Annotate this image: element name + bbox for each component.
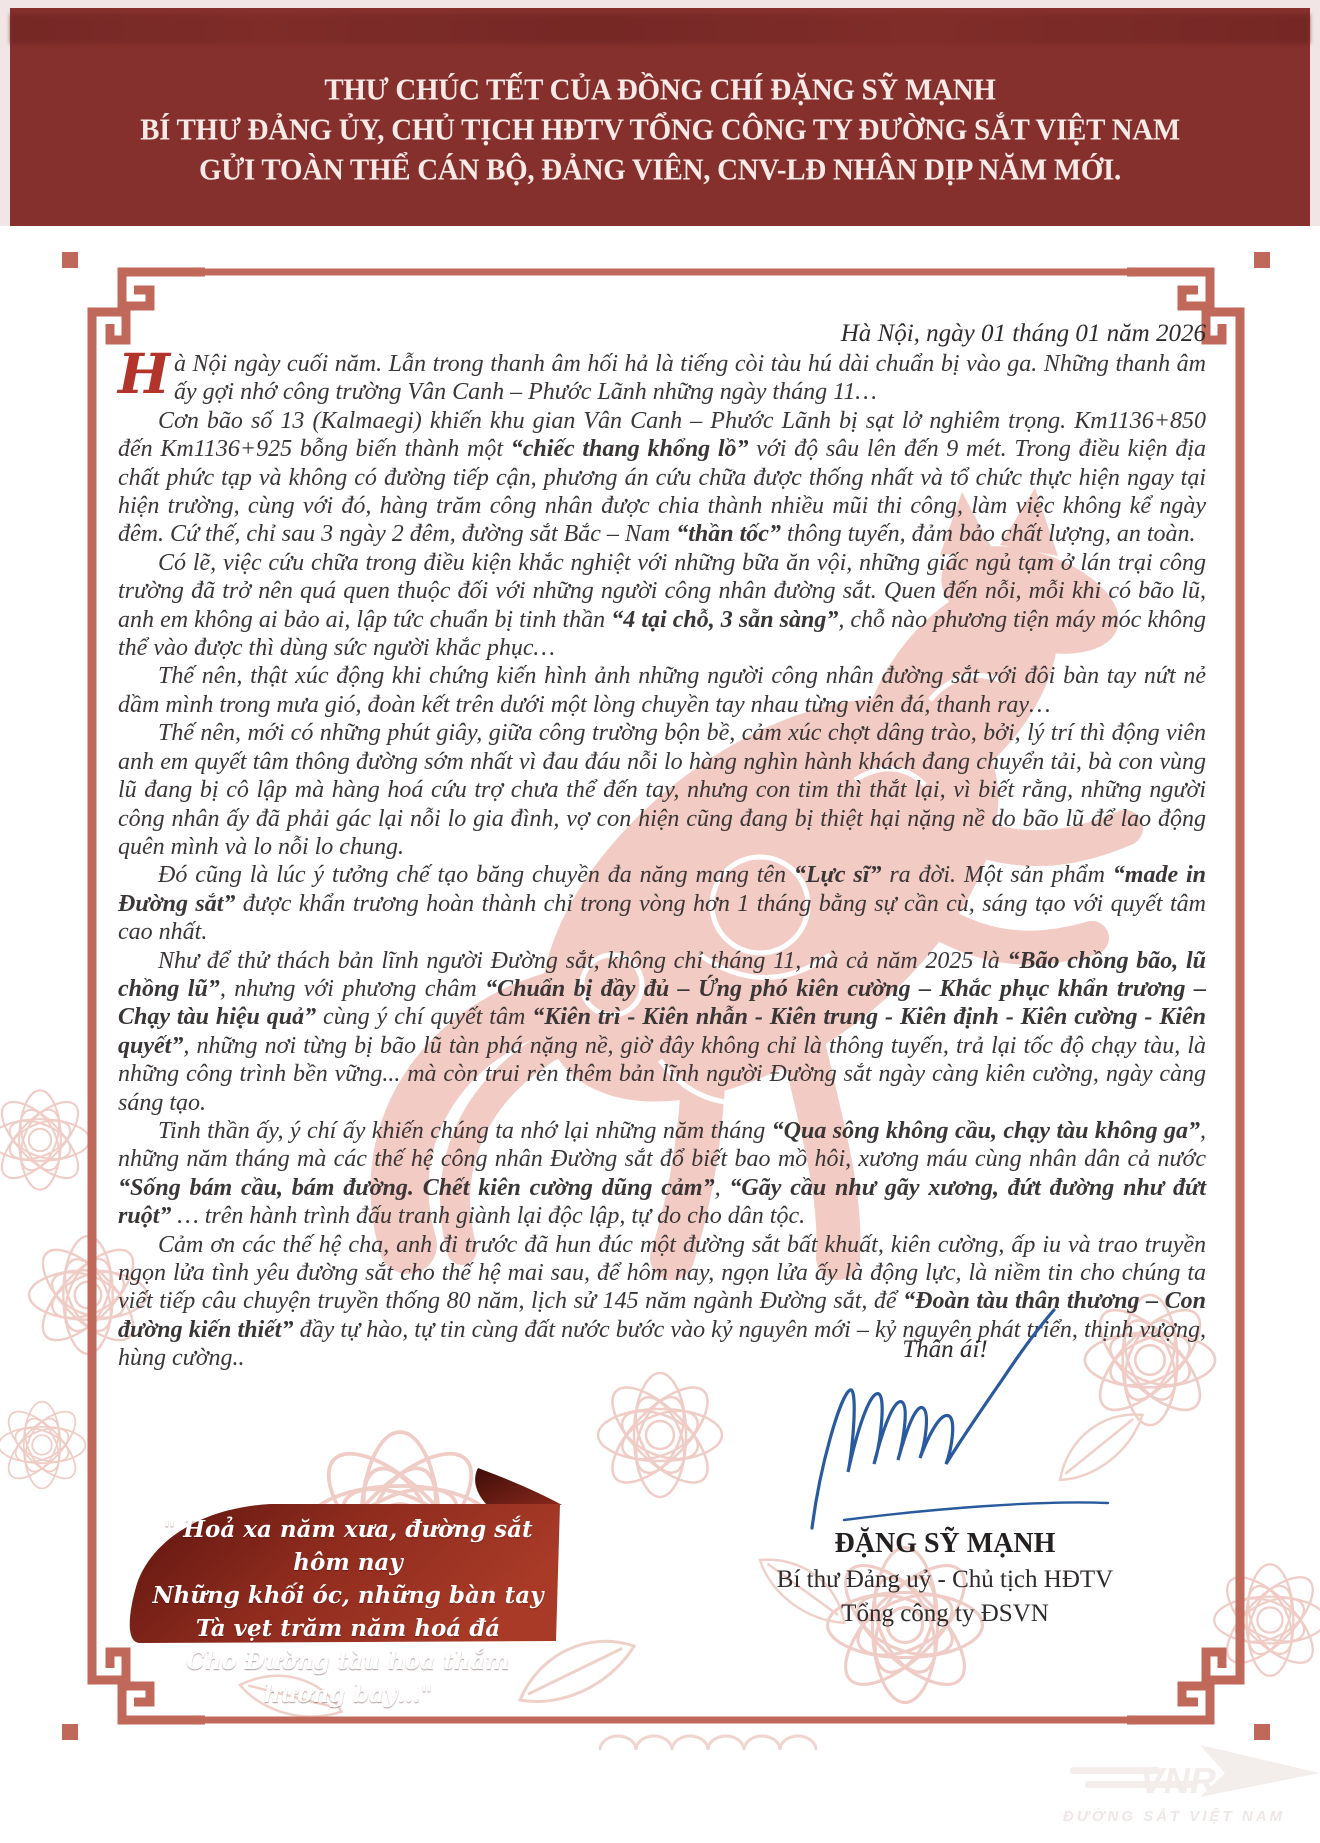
svg-text:VNR: VNR [1140, 1760, 1217, 1801]
letter-paragraph: Có lẽ, việc cứu chữa trong điều kiện khắc nghiệt với những bữa ăn vội, những giấc ngủ tạm ở lán trại công trường đã trở nên quá quen thuộc đối với những người công nhân đường sắt. Quen đến nỗi, mỗi khi có bão lũ, anh em không ai bảo ai, lập tức chuẩn bị tinh thần “4 tại chỗ, 3 sẵn sàng”, chỗ nào phương tiện máy móc không thể vào được thì dùng sức người khắc phục… [118, 549, 1206, 662]
date-line: Hà Nội, ngày 01 tháng 01 năm 2026 [840, 320, 1206, 347]
signature-underline [844, 1502, 1108, 1520]
letter-paragraph: Hà Nội ngày cuối năm. Lẫn trong thanh âm hối hả là tiếng còi tàu hú dài chuẩn bị vào ga. Những thanh âm ấy gợi nhớ công trường Vân Canh – Phước Lãnh những ngày tháng 11… [118, 341, 1206, 406]
dropcap-letter: H [118, 341, 170, 406]
svg-text:ĐƯỜNG SẮT VIỆT NAM: ĐƯỜNG SẮT VIỆT NAM [1063, 1808, 1286, 1825]
header-top-band [10, 14, 1310, 44]
header-title [10, 70, 1310, 190]
letter-paragraph: Như để thử thách bản lĩnh người Đường sắt, không chỉ tháng 11, mà cả năm 2025 là “Bão chồng bão, lũ chồng lũ”, nhưng với phương châm “Chuẩn bị đầy đủ – Ứng phó kiên cường – Khắc phục khẩn trương – Chạy tàu hiệu quả” cùng ý chí quyết tâm “Kiên trì - Kiên nhẫn - Kiên trung - Kiên định - Kiên cường - Kiên quyết”, những nơi từng bị bão lũ tàn phá nặng nề, giờ đây không chỉ là thông tuyến, trả lại tốc độ chạy tàu, là những công trình bền vững... mà còn trui rèn thêm bản lĩnh người Đường sắt ngày càng kiên cường, ngày càng sáng tạo. [118, 947, 1207, 1116]
signer-name: ĐẶNG SỸ MẠNH [834, 1528, 1056, 1559]
text-line: THƯ CHÚC TẾT CỦA ĐỒNG CHÍ ĐẶNG SỸ MẠNH [324, 73, 996, 107]
salute-text: Thân ái! [902, 1336, 988, 1363]
text-line: " Hoả xa năm xưa, đường sắt hôm nay [163, 1516, 533, 1576]
text-line: BÍ THƯ ĐẢNG ỦY, CHỦ TỊCH HĐTV TỔNG CÔNG TY ĐƯỜNG SẮT VIỆT NAM [140, 113, 1180, 147]
text-line: Cho Đường tàu hoa thắm hương bay…" [186, 1648, 510, 1708]
text-line: Những khối óc, những bàn tay [152, 1582, 544, 1609]
signer-title-1: Bí thư Đảng uỷ - Chủ tịch HĐTV [776, 1566, 1114, 1593]
letter-paragraph: Cơn bão số 13 (Kalmaegi) khiến khu gian Vân Canh – Phước Lãnh bị sạt lở nghiêm trọng. Km1136+850 đến Km1136+925 bỗng biến thành một “chiếc thang khổng lồ” với độ sâu lên đến 9 mét. Trong điều kiện địa chất phức tạp và không có đường tiếp cận, phương án cứu chữa được thống nhất và tổ chức thực hiện ngay tại hiện trường, cùng với đó, hàng trăm công nhân được chia thành nhiều mũi thi công, làm việc không kể ngày đêm. Cứ thế, chỉ sau 3 ngày 2 đêm, đường sắt Bắc – Nam “thần tốc” thông tuyến, đảm bảo chất lượng, an toàn. [118, 407, 1206, 548]
letter-paragraph: Thế nên, mới có những phút giây, giữa công trường bộn bề, cảm xúc chợt dâng trào, bởi, lý trí thì động viên anh em quyết tâm thông đường sớm nhất vì đau đáu nỗi lo hàng nghìn hành khách đang chuyển tải, bà con vùng lũ đang bị cô lập mà hàng hoá cứu trợ chưa thể đến tay, nhưng con tim thì thắt lại, vì biết rằng, những người công nhân ấy đã phải gác lại nỗi lo gia đình, vợ con hiện cũng đang bị thiệt hại nặng nề do bão lũ để lao động quên mình và lo nỗi lo chung. [118, 720, 1206, 860]
letter-paragraph: Đó cũng là lúc ý tưởng chế tạo băng chuyền đa năng mang tên “Lực sĩ” ra đời. Một sản phẩm “made in Đường sắt” được khẩn trương hoàn thành chỉ trong vòng hơn 1 tháng bằng sự cần cù, sáng tạo với quyết tâm cao nhất. [118, 862, 1206, 946]
letter-paragraph: Tinh thần ấy, ý chí ấy khiến chúng ta nhớ lại những năm tháng “Qua sông không cầu, chạy tàu không ga”, những năm tháng mà các thế hệ công nhân Đường sắt đổ biết bao mồ hôi, xương máu cùng nhân dân cả nước “Sống bám cầu, bám đường. Chết kiên cường dũng cảm”, “Gãy cầu như gãy xương, đứt đường như đứt ruột” … trên hành trình đấu tranh giành lại độc lập, tự do cho dân tộc. [118, 1117, 1207, 1230]
text-line: Tà vẹt trăm năm hoá đá [195, 1615, 501, 1642]
signature-stroke [812, 1310, 1054, 1528]
header-banner [10, 8, 1310, 226]
signature [760, 1300, 1140, 1540]
letter-paragraph: Thế nên, thật xúc động khi chứng kiến hình ảnh những người công nhân đường sắt với đôi bàn tay nứt nẻ dầm mình trong mưa gió, đoàn kết trên dưới một lòng chuyền tay nhau từng viên đá, thanh ray… [118, 663, 1206, 718]
frame-corner-bottom-right [1127, 1597, 1270, 1740]
signer-title-2: Tổng công ty ĐSVN [841, 1600, 1049, 1627]
text-line: GỬI TOÀN THỂ CÁN BỘ, ĐẢNG VIÊN, CNV-LĐ NHÂN DỊP NĂM MỚI. [198, 153, 1121, 187]
letter-body [118, 341, 1207, 1373]
poem-ribbon [118, 1455, 578, 1708]
letter-paragraph: Cảm ơn các thế hệ cha, anh đi trước đã hun đúc một đường sắt bất khuất, kiên cường, ấp iu và trao truyền ngọn lửa tình yêu đường sắt cho thế hệ mai sau, để hôm nay, ngọn lửa ấy là động lực, là niềm tin cho chúng ta viết tiếp câu chuyện truyền thống 80 năm, lịch sử 145 năm ngành Đường sắt, để “Đoàn tàu thân thương – Con đường kiến thiết” đầy tự hào, tự tin cùng đất nước bước vào kỷ nguyên mới – kỷ nguyên phát triển, thịnh vượng, hùng cường.. [118, 1231, 1206, 1372]
ribbon-fold [475, 1468, 562, 1508]
poem-text [148, 1513, 548, 1711]
